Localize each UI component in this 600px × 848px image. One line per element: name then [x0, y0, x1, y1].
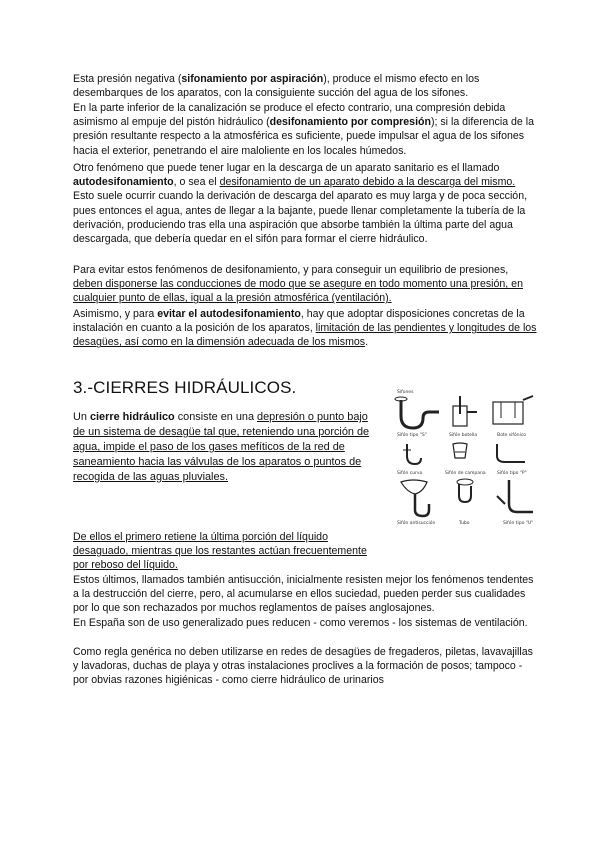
paragraph-regla-generica — [73, 645, 538, 688]
text: Para evitar estos fenómenos de desifonamiento, y para conseguir un equilibrio de presiones, — [73, 264, 509, 276]
text: , o sea el — [173, 176, 220, 189]
text: Esto suele ocurrir cuando la derivación de descarga del aparato es muy larga y de poca sección, pues entonces el agua, antes de llegar a la bajante, puede llenar completamente la tubería de la derivación, produciendo tras ella una aspiración que absorbe también la última parte del agua descargada, que debería quedar en el sifón para formar el cierre hidráulico. — [73, 190, 528, 246]
underlined-text: limitación de las pendientes y longitudes de los desagües, así como en la dimensión adecuada de los mismos — [73, 322, 537, 349]
siphon-types-figure — [393, 386, 543, 526]
section-heading: 3.-CIERRES HIDRÁULICOS. — [73, 378, 297, 397]
paragraph-sifonamiento — [73, 72, 538, 100]
paragraph-cierre-hidraulico — [73, 410, 378, 485]
text: En España son de uso generalizado pues reducen - como veremos - los sistemas de ventilación. — [73, 617, 528, 629]
caption-9: Sifón tipo "U" — [503, 521, 534, 526]
text: Estos últimos, llamados también antisucción, inicialmente resisten mejor los fenómenos tendentes a la destrucción del cierre, pero, al acumularse en ellos suciedad, pueden perder sus cualidades por lo que son rechazados por muchos reglamentos de países anglosajones. — [73, 574, 534, 615]
paragraph-antisuccion — [73, 573, 538, 616]
underlined-text: depresión o punto bajo de un sistema de desagüe tal que, reteniendo una porción de agua, impide el paso de los gases mefíticos de la red de saneamiento hacia las válvulas de los aparatos o puntos de recogida de las aguas pluviales. — [73, 411, 370, 483]
paragraph-evitar — [73, 307, 538, 350]
text: ), produce el mismo efecto en los desembarques de los aparatos, con la consiguiente succión del agua de los sifones. — [73, 73, 480, 100]
caption-8: Tubo — [459, 521, 470, 526]
paragraph-espana — [73, 616, 538, 630]
paragraph-primero-retiene — [73, 530, 378, 573]
underlined-text: deben disponerse las conducciones de modo que se asegure en todo momento una presión, en cualquier punto de ellas, igual a la presión atmosférica (ventilación). — [73, 278, 523, 305]
bold-term: cierre hidráulico — [89, 411, 175, 423]
underlined-text: desifonamiento de un aparato debido a la descarga del mismo. — [219, 176, 516, 189]
text: Otro fenómeno que puede tener lugar en la descarga de un aparato sanitario es el llamado — [73, 162, 500, 174]
text: ); si la diferencia de la presión resultante respecto a la atmosférica es suficiente, puede impulsar el agua de los sifones hacia el exterior, penetrando el aire maloliente en los locales húmedos. — [73, 116, 534, 157]
text: consiste en una — [174, 411, 258, 423]
caption-6: Sifón tipo "P" — [497, 471, 527, 476]
caption-5: Sifón de campana — [445, 471, 486, 476]
bold-term: desifonamiento por compresión — [269, 116, 431, 129]
paragraph-ventilacion — [73, 263, 538, 306]
text: . — [365, 336, 369, 349]
figure-title: Sifones — [397, 390, 414, 395]
bold-term: autodesifonamiento — [73, 176, 174, 189]
paragraph-autodesifonamiento — [73, 161, 538, 246]
underlined-text: De ellos el primero retiene la última porción del líquido desaguado, mientras que los restantes actúan frecuentemente por reboso del líquido. — [73, 531, 367, 572]
text: , hay que adoptar disposiciones concretas de la instalación en cuanto a la posición de los aparatos, — [73, 308, 525, 335]
bold-term: sifonamiento por aspiración — [181, 73, 324, 85]
caption-2: Sifón botella — [449, 433, 478, 438]
bold-term: evitar el autodesifonamiento — [157, 308, 301, 320]
caption-4: Sifón curvo — [397, 471, 423, 476]
siphon-illustration — [393, 386, 543, 526]
text: Como regla genérica no deben utilizarse en redes de desagües de fregaderos, piletas, lavavajillas y lavadoras, duchas de playa y otras instalaciones proclives a la formación de posos; tampoco - por obvias razones higiénicas - como cierre hidráulico de urinarios — [73, 646, 533, 687]
caption-1: Sifón tipo "S" — [397, 433, 427, 438]
text: Asimismo, y para — [73, 308, 158, 320]
text: En la parte inferior de la canalización se produce el efecto contrario, una compresión debida asimismo al empuje del pistón hidráulico ( — [73, 102, 506, 129]
text: Esta presión negativa ( — [73, 73, 182, 85]
caption-3: Bote sifónico — [497, 433, 527, 438]
caption-7: Sifón antisucción — [397, 521, 436, 526]
paragraph-compresion — [73, 101, 538, 158]
text: Un — [73, 411, 90, 423]
